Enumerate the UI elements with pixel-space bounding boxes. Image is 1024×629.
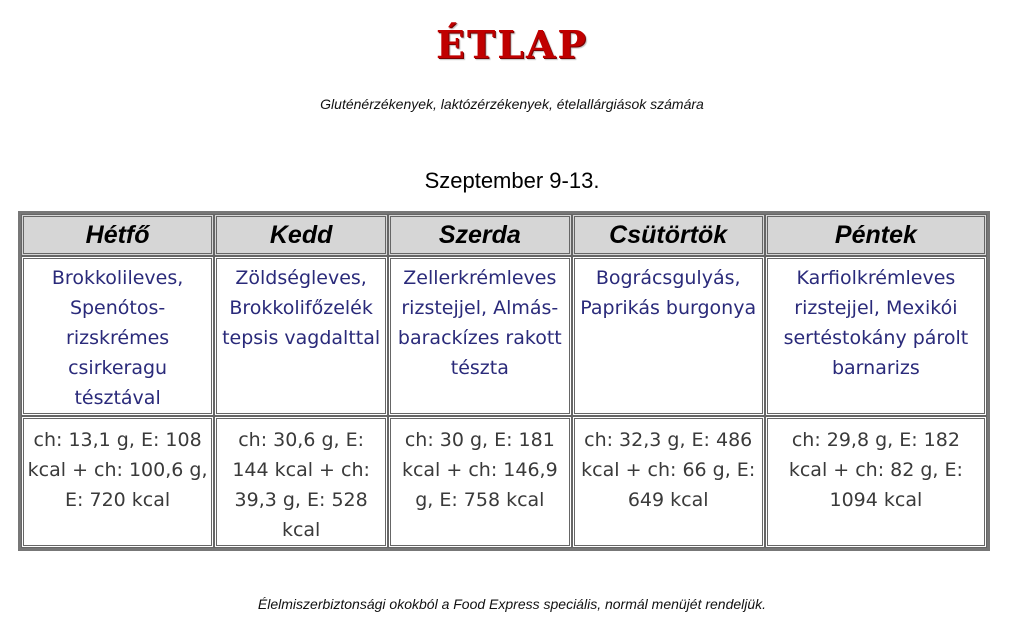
day-header-wednesday: Szerda [388, 214, 572, 256]
day-header-friday: Péntek [765, 214, 987, 256]
dish-tuesday: Zöldségleves, Brokkolifőzelék tepsis vagdalttal [214, 256, 388, 416]
dish-thursday: Bográcsgulyás, Paprikás burgonya [572, 256, 765, 416]
day-header-row [21, 214, 987, 256]
page-title: ÉTLAP [435, 22, 589, 67]
week-range: Szeptember 9-13. [424, 168, 600, 193]
nutrition-thursday: ch: 32,3 g, E: 486 kcal + ch: 66 g, E: 649 kcal [572, 416, 765, 548]
day-header-monday: Hétfő [21, 214, 214, 256]
nutrition-monday: ch: 13,1 g, E: 108 kcal + ch: 100,6 g, E: 720 kcal [21, 416, 214, 548]
footer-note: Élelmiszerbiztonsági okokból a Food Express speciális, normál menüjét rendeljük. [257, 596, 767, 612]
day-header-thursday: Csütörtök [572, 214, 765, 256]
nutrition-tuesday: ch: 30,6 g, E: 144 kcal + ch: 39,3 g, E: 528 kcal [214, 416, 388, 548]
page-subtitle: Gluténérzékenyek, laktózérzékenyek, ételallárgiások számára [320, 96, 704, 112]
nutrition-friday: ch: 29,8 g, E: 182 kcal + ch: 82 g, E: 1094 kcal [765, 416, 987, 548]
dish-wednesday: Zellerkrémleves rizstejjel, Almás-barackízes rakott tészta [388, 256, 572, 416]
menu-table [18, 211, 990, 551]
day-header-tuesday: Kedd [214, 214, 388, 256]
nutrition-row [21, 416, 987, 548]
dish-row [21, 256, 987, 416]
dish-monday: Brokkolileves, Spenótos-rizskrémes csirkeragu tésztával [21, 256, 214, 416]
nutrition-wednesday: ch: 30 g, E: 181 kcal + ch: 146,9 g, E: 758 kcal [388, 416, 572, 548]
dish-friday: Karfiolkrémleves rizstejjel, Mexikói sertéstokány párolt barnarizs [765, 256, 987, 416]
